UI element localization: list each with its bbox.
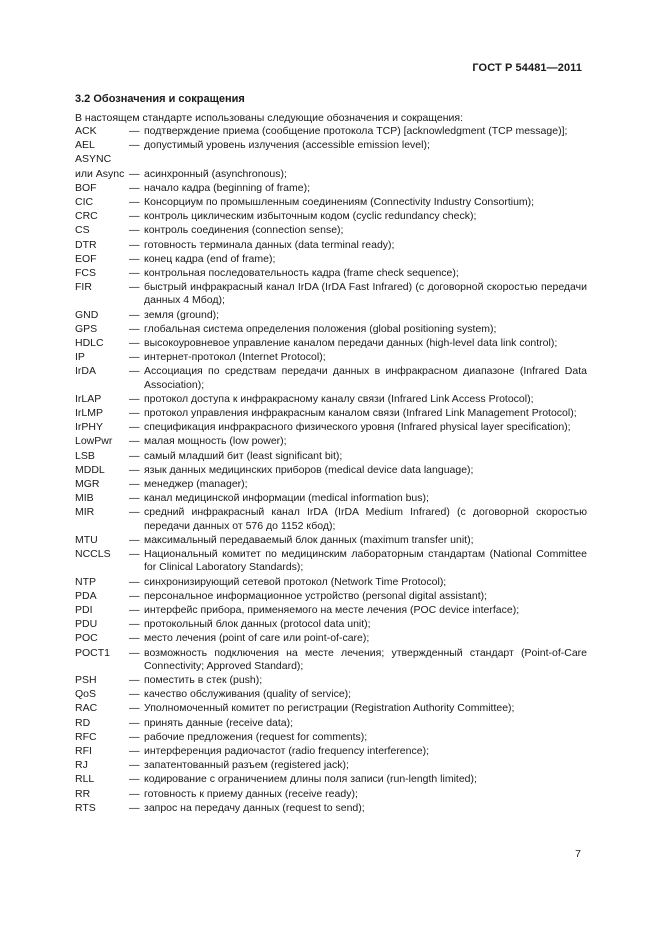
abbreviation-entry	[75, 604, 587, 617]
abbreviation-term: BOF	[75, 181, 97, 194]
abbreviation-definition: интернет-протокол (Internet Protocol);	[144, 351, 326, 364]
abbreviation-term: QoS	[75, 688, 97, 701]
abbreviation-term: IrPHY	[75, 421, 104, 434]
abbreviation-definition: быстрый инфракрасный канал IrDA (IrDA Fast Infrared) (с договорной скоростью передачи данных 4 Мбод);	[144, 281, 587, 307]
abbreviation-definition: контроль циклическим избыточным кодом (cyclic redundancy check);	[144, 210, 477, 223]
abbreviation-term: MIB	[75, 492, 94, 505]
abbreviation-entry	[75, 253, 587, 266]
abbreviation-definition: принять данные (receive data);	[144, 716, 294, 729]
em-dash: —	[129, 449, 140, 462]
abbreviation-entry	[75, 788, 587, 801]
abbreviation-term: NCCLS	[75, 548, 111, 561]
em-dash: —	[129, 125, 140, 137]
em-dash: —	[129, 337, 140, 350]
abbreviation-term: IP	[75, 351, 85, 364]
abbreviation-term: MTU	[75, 533, 98, 546]
em-dash: —	[129, 392, 140, 405]
em-dash: —	[129, 210, 140, 223]
em-dash: —	[129, 603, 140, 616]
abbreviation-entry	[75, 506, 587, 532]
abbreviation-term: IrLMP	[75, 407, 104, 420]
abbreviation-term: RR	[75, 787, 91, 800]
abbreviation-entry	[75, 393, 587, 406]
abbreviation-definition: асинхронный (asynchronous);	[144, 167, 287, 180]
em-dash: —	[129, 673, 140, 686]
em-dash: —	[129, 478, 140, 491]
abbreviation-entry	[75, 618, 587, 631]
abbreviation-entry	[75, 365, 587, 391]
abbreviation-term: PSH	[75, 673, 97, 686]
em-dash: —	[129, 801, 140, 814]
abbreviation-definition: подтверждение приема (сообщение протокола TCP) [acknowledgment (TCP message)];	[144, 125, 568, 137]
abbreviation-definition: запатентованный разъем (registered jack);	[144, 759, 349, 772]
abbreviation-term: LowPwr	[75, 435, 113, 448]
abbreviation-entry	[75, 267, 587, 280]
abbreviation-entry	[75, 337, 587, 350]
abbreviation-term: RAC	[75, 702, 98, 715]
em-dash: —	[129, 730, 140, 743]
em-dash: —	[129, 744, 140, 757]
abbreviation-entry	[75, 239, 587, 252]
abbreviation-definition: язык данных медицинских приборов (medical device data language);	[144, 463, 474, 476]
abbreviation-definition: Уполномоченный комитет по регистрации (Registration Authority Committee);	[144, 702, 515, 715]
em-dash: —	[129, 196, 140, 209]
document-code: ГОСТ Р 54481—2011	[472, 62, 582, 74]
abbreviation-definition: конец кадра (end of frame);	[144, 252, 276, 265]
abbreviation-entry	[75, 647, 587, 673]
abbreviation-definition: кодирование с ограничением длины поля записи (run-length limited);	[144, 773, 477, 786]
abbreviation-entry	[75, 450, 587, 463]
em-dash: —	[129, 618, 140, 631]
abbreviation-entry	[75, 351, 587, 364]
em-dash: —	[129, 421, 140, 434]
em-dash: —	[129, 716, 140, 729]
abbreviation-definition: глобальная система определения положения (global positioning system);	[144, 322, 497, 335]
abbreviation-entry	[75, 759, 587, 772]
abbreviation-definition: канал медицинской информации (medical information bus);	[144, 492, 429, 505]
abbreviation-definition: качество обслуживания (quality of service);	[144, 688, 352, 701]
abbreviation-entry	[75, 210, 587, 223]
abbreviation-definition: персональное информационное устройство (personal digital assistant);	[144, 589, 488, 602]
abbreviation-entry	[75, 702, 587, 715]
abbreviation-term: DTR	[75, 238, 97, 251]
abbreviation-term: RTS	[75, 801, 96, 814]
section-intro: В настоящем стандарте использованы следующие обозначения и сокращения:	[75, 112, 463, 124]
abbreviation-entry	[75, 281, 587, 307]
abbreviation-entry	[75, 464, 587, 477]
abbreviation-definition: максимальный передаваемый блок данных (maximum transfer unit);	[144, 533, 474, 546]
abbreviation-term: или Async	[75, 167, 125, 180]
abbreviation-definition: контрольная последовательность кадра (frame check sequence);	[144, 267, 459, 280]
abbreviation-term: LSB	[75, 449, 95, 462]
abbreviation-term: RD	[75, 716, 91, 729]
abbreviation-term: MDDL	[75, 463, 105, 476]
abbreviation-entry	[75, 534, 587, 547]
abbreviation-entry	[75, 309, 587, 322]
abbreviation-term: IrDA	[75, 365, 96, 378]
abbreviation-term: FCS	[75, 267, 96, 280]
abbreviation-term: PDI	[75, 603, 93, 616]
em-dash: —	[129, 688, 140, 701]
abbreviation-definition: интерфейс прибора, применяемого на месте лечения (POC device interface);	[144, 603, 520, 616]
em-dash: —	[129, 252, 140, 265]
abbreviation-entry	[75, 745, 587, 758]
abbreviation-definition: начало кадра (beginning of frame);	[144, 181, 310, 194]
abbreviation-entry	[75, 717, 587, 730]
abbreviation-entry	[75, 576, 587, 589]
em-dash: —	[129, 773, 140, 786]
em-dash: —	[129, 281, 140, 294]
abbreviation-term: IrLAP	[75, 392, 102, 405]
abbreviation-term: RFC	[75, 730, 97, 743]
abbreviation-term: RLL	[75, 773, 95, 786]
abbreviation-list	[75, 125, 587, 816]
abbreviation-term: POCT1	[75, 646, 111, 659]
abbreviation-entry	[75, 773, 587, 786]
abbreviation-definition: синхронизирующий сетевой протокол (Network Time Protocol);	[144, 575, 447, 588]
em-dash: —	[129, 632, 140, 645]
em-dash: —	[129, 506, 140, 519]
abbreviation-definition: интерференция радиочастот (radio frequency interference);	[144, 744, 429, 757]
abbreviation-definition: готовность к приему данных (receive ready);	[144, 787, 358, 800]
abbreviation-definition: место лечения (point of care или point-of-care);	[144, 632, 370, 645]
em-dash: —	[129, 533, 140, 546]
abbreviation-entry	[75, 407, 587, 420]
abbreviation-term: FIR	[75, 281, 92, 294]
abbreviation-definition: Консорциум по промышленным соединениям (Connectivity Industry Consortium);	[144, 196, 535, 209]
em-dash: —	[129, 238, 140, 251]
em-dash: —	[129, 167, 140, 180]
em-dash: —	[129, 181, 140, 194]
em-dash: —	[129, 407, 140, 420]
abbreviation-term: ACK	[75, 125, 97, 137]
abbreviation-definition: готовность терминала данных (data terminal ready);	[144, 238, 395, 251]
em-dash: —	[129, 267, 140, 280]
em-dash: —	[129, 548, 140, 561]
em-dash: —	[129, 351, 140, 364]
abbreviation-term: CIC	[75, 196, 94, 209]
em-dash: —	[129, 575, 140, 588]
abbreviation-term: NTP	[75, 575, 96, 588]
abbreviation-definition: рабочие предложения (request for comments);	[144, 730, 368, 743]
abbreviation-definition: возможность подключения на месте лечения; утвержденный стандарт (Point-of-Care Connectivity; Approved Standard);	[144, 646, 587, 672]
em-dash: —	[129, 435, 140, 448]
abbreviation-definition: запрос на передачу данных (request to send);	[144, 801, 365, 814]
abbreviation-entry	[75, 478, 587, 491]
em-dash: —	[129, 224, 140, 237]
abbreviation-definition: Ассоциация по средствам передачи данных в инфракрасном диапазоне (Infrared Data Association);	[144, 365, 587, 391]
abbreviation-entry	[75, 632, 587, 645]
abbreviation-entry	[75, 435, 587, 448]
abbreviation-definition: средний инфракрасный канал IrDA (IrDA Medium Infrared) (с договорной скоростью передачи данных от 576 до 1152 кбод);	[144, 506, 587, 532]
abbreviation-definition: протокол доступа к инфракрасному каналу связи (Infrared Link Access Protocol);	[144, 392, 534, 405]
abbreviation-definition: высокоуровневое управление каналом передачи данных (high-level data link control);	[144, 337, 558, 350]
em-dash: —	[129, 787, 140, 800]
abbreviation-term: CS	[75, 224, 90, 237]
abbreviation-definition: протокольный блок данных (protocol data unit);	[144, 618, 371, 631]
abbreviation-entry	[75, 125, 587, 138]
abbreviation-definition: контроль соединения (connection sense);	[144, 224, 344, 237]
abbreviation-term: HDLC	[75, 337, 104, 350]
abbreviation-term: AEL	[75, 139, 95, 152]
abbreviation-term: POC	[75, 632, 98, 645]
abbreviation-term: RFI	[75, 744, 92, 757]
em-dash: —	[129, 139, 140, 152]
em-dash: —	[129, 492, 140, 505]
abbreviation-term: EOF	[75, 252, 97, 265]
abbreviation-entry	[75, 323, 587, 336]
page-number: 7	[575, 848, 581, 860]
abbreviation-definition: поместить в стек (push);	[144, 673, 263, 686]
em-dash: —	[129, 589, 140, 602]
abbreviation-term: MIR	[75, 506, 95, 519]
em-dash: —	[129, 759, 140, 772]
em-dash: —	[129, 646, 140, 659]
abbreviation-definition: земля (ground);	[144, 308, 220, 321]
abbreviation-term: MGR	[75, 478, 100, 491]
abbreviation-entry	[75, 139, 587, 152]
em-dash: —	[129, 322, 140, 335]
abbreviation-entry	[75, 731, 587, 744]
em-dash: —	[129, 702, 140, 715]
abbreviation-definition: малая мощность (low power);	[144, 435, 287, 448]
abbreviation-term: GPS	[75, 322, 98, 335]
abbreviation-term: PDA	[75, 589, 97, 602]
abbreviation-term: RJ	[75, 759, 88, 772]
em-dash: —	[129, 365, 140, 378]
section-title: 3.2 Обозначения и сокращения	[75, 93, 245, 105]
abbreviation-entry	[75, 182, 587, 195]
abbreviation-entry	[75, 688, 587, 701]
abbreviation-entry	[75, 590, 587, 603]
abbreviation-term: CRC	[75, 210, 98, 223]
abbreviation-entry	[75, 196, 587, 209]
abbreviation-entry	[75, 802, 587, 815]
abbreviation-entry	[75, 492, 587, 505]
abbreviation-definition: допустимый уровень излучения (accessible emission level);	[144, 139, 430, 152]
abbreviation-term: PDU	[75, 618, 98, 631]
abbreviation-definition: менеджер (manager);	[144, 478, 248, 491]
abbreviation-entry	[75, 168, 587, 181]
abbreviation-definition: спецификация инфракрасного физического уровня (Infrared physical layer specification);	[144, 421, 571, 434]
em-dash: —	[129, 308, 140, 321]
abbreviation-term: ASYNC	[75, 153, 112, 166]
abbreviation-entry	[75, 421, 587, 434]
abbreviation-definition: самый младший бит (least significant bit);	[144, 449, 343, 462]
abbreviation-entry	[75, 548, 587, 574]
abbreviation-entry	[75, 674, 587, 687]
em-dash: —	[129, 463, 140, 476]
abbreviation-definition: Национальный комитет по медицинским лабораторным стандартам (National Committee for Clinical Laboratory Standards);	[144, 548, 587, 574]
abbreviation-entry	[75, 224, 587, 237]
abbreviation-definition: протокол управления инфракрасным каналом связи (Infrared Link Management Protocol);	[144, 407, 577, 420]
abbreviation-term: GND	[75, 308, 99, 321]
